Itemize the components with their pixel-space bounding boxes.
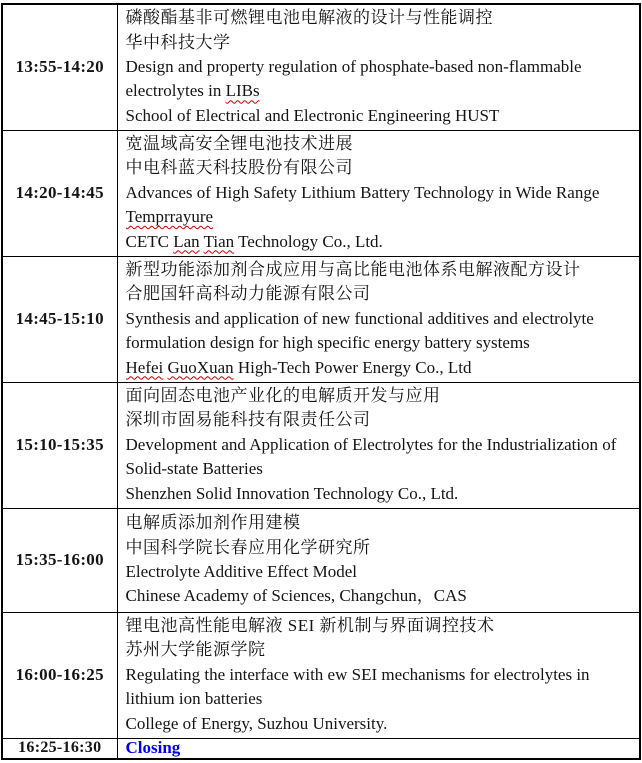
text-segment: Solid-state Batteries [125, 459, 263, 479]
text-segment: Chinese Academy of Sciences, Changchun，CAS [125, 586, 467, 606]
session-details [117, 508, 640, 612]
time-slot: 14:20-14:45 [2, 130, 117, 256]
session-org-en [126, 712, 636, 736]
text-segment: Development and Application of Electrolytes for the Industrialization of [125, 434, 617, 454]
session-title-zh [126, 614, 636, 638]
time-slot: 14:45-15:10 [2, 256, 117, 382]
time-slot: 16:25-16:30 [2, 738, 117, 759]
text-segment: 中电科蓝天科技股份有限公司 [125, 158, 353, 178]
session-org-zh [126, 156, 636, 180]
text-segment: High-Tech Power Energy Co., Ltd [233, 357, 472, 377]
schedule-row [2, 4, 640, 130]
schedule-row [2, 382, 640, 508]
text-segment: 电解质添加剂作用建模 [125, 513, 301, 533]
text-segment: 苏州大学能源学院 [125, 640, 266, 660]
schedule-row [2, 130, 640, 256]
misspelled-word: LIBs [225, 81, 260, 101]
session-title-en-cont [126, 205, 636, 229]
session-title-en-cont [126, 457, 636, 481]
schedule-row [2, 256, 640, 382]
text-segment: Advances of High Safety Lithium Battery Technology in Wide Range [125, 182, 600, 202]
session-title-zh [126, 384, 636, 408]
session-title-en [126, 181, 636, 205]
session-org-zh [126, 282, 636, 306]
text-segment: 磷酸酯基非可燃锂电池电解液的设计与性能调控 [125, 8, 493, 28]
session-title-zh [126, 511, 636, 535]
session-org-zh [126, 31, 636, 55]
text-segment: 宽温域高安全锂电池技术进展 [125, 133, 353, 153]
text-segment: Technology Co., Ltd. [234, 231, 383, 251]
time-slot: 13:55-14:20 [2, 4, 117, 130]
session-org-en [126, 230, 636, 254]
session-title-en [126, 560, 636, 584]
session-org-zh [126, 408, 636, 432]
text-segment: formulation design for high specific energy battery systems [125, 333, 530, 353]
session-title-en [126, 663, 636, 687]
session-org-zh [126, 536, 636, 560]
time-slot: 16:00-16:25 [2, 612, 117, 738]
session-org-en [126, 356, 636, 380]
session-org-en [126, 584, 636, 608]
text-segment: electrolytes in [125, 81, 226, 101]
text-segment: Electrolyte Additive Effect Model [125, 562, 357, 581]
session-title-zh [126, 132, 636, 156]
session-title-zh [126, 258, 636, 282]
session-details [117, 382, 640, 508]
schedule-row [2, 508, 640, 612]
schedule-table [1, 3, 641, 760]
misspelled-word: Temprrayure [125, 207, 214, 227]
text-segment: 锂电池高性能电解液 SEI 新机制与界面调控技术 [125, 615, 495, 635]
time-slot: 15:10-15:35 [2, 382, 117, 508]
session-details [117, 612, 640, 738]
session-title-en [126, 433, 636, 457]
session-details [117, 738, 640, 759]
misspelled-word: Tian [203, 231, 235, 251]
session-details [117, 4, 640, 130]
text-segment: College of Energy, Suzhou University. [125, 713, 388, 733]
text-segment: 华中科技大学 [125, 32, 231, 52]
text-segment: 面向固态电池产业化的电解质开发与应用 [125, 385, 441, 405]
session-title-en-cont [126, 331, 636, 355]
misspelled-word: GuoXuan [167, 357, 234, 377]
session-title-en-cont [126, 79, 636, 103]
text-segment: Design and property regulation of phosphate-based non-flammable [125, 57, 582, 77]
session-title-en-cont [126, 687, 636, 711]
misspelled-word: Hefei [125, 357, 164, 377]
session-org-zh [126, 638, 636, 662]
text-segment: Regulating the interface with ew SEI mechanisms for electrolytes in [125, 664, 590, 684]
closing-label: Closing [125, 739, 181, 758]
text-segment: 中国科学院长春应用化学研究所 [125, 537, 371, 557]
text-segment: 合肥国轩高科动力能源有限公司 [125, 284, 371, 304]
session-title-en [126, 55, 636, 79]
session-details [117, 256, 640, 382]
text-segment: Synthesis and application of new functional additives and electrolyte [125, 308, 594, 328]
text-segment: lithium ion batteries [125, 689, 263, 709]
session-org-en [126, 104, 636, 128]
misspelled-word: Lan [173, 231, 200, 251]
text-segment: CETC [125, 231, 174, 251]
time-slot: 15:35-16:00 [2, 508, 117, 612]
session-title-zh [126, 6, 636, 30]
text-segment: Shenzhen Solid Innovation Technology Co., Ltd. [125, 483, 459, 503]
text-segment: 新型功能添加剂合成应用与高比能电池体系电解液配方设计 [125, 259, 581, 279]
text-segment: School of Electrical and Electronic Engineering HUST [125, 105, 500, 125]
session-title-en [126, 307, 636, 331]
schedule-row-closing [2, 738, 640, 759]
session-org-en [126, 482, 636, 506]
session-details [117, 130, 640, 256]
schedule-row [2, 612, 640, 738]
text-segment: 深圳市固易能科技有限责任公司 [125, 410, 371, 430]
